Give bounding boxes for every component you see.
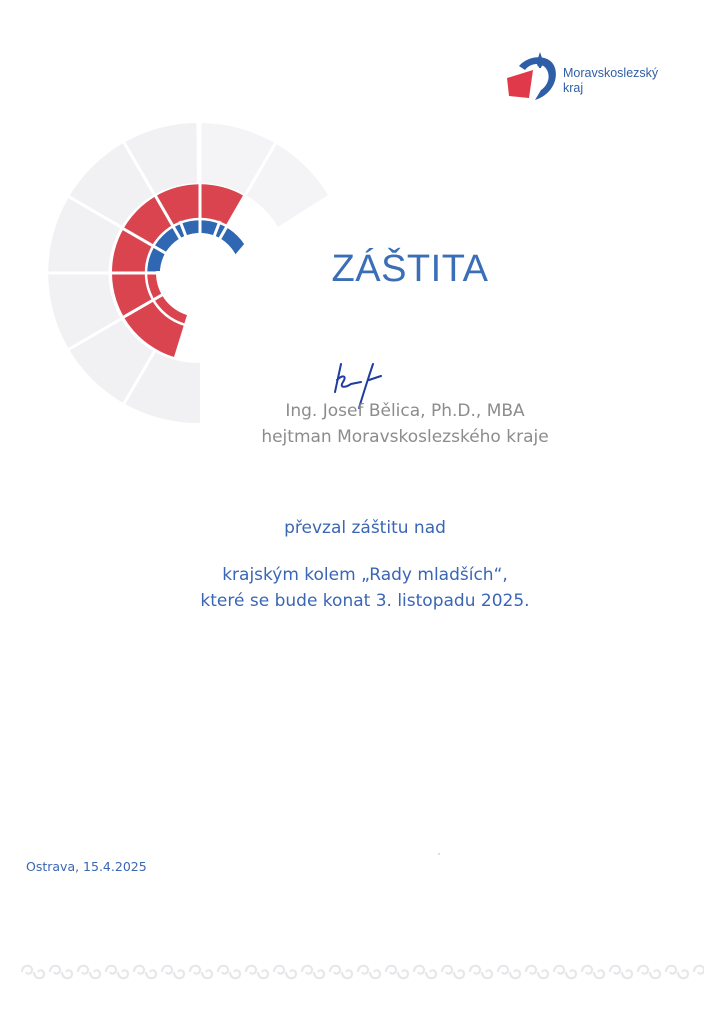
signatory-name: Ing. Josef Bělica, Ph.D., MBA (285, 401, 525, 421)
regional-circular-emblem-icon (40, 118, 340, 428)
event-description (130, 562, 600, 614)
scan-speck (438, 853, 440, 855)
event-date-line: které se bude konat 3. listopadu 2025. (200, 591, 530, 611)
region-name-line2: kraj (563, 81, 584, 95)
region-logo-text (563, 66, 658, 96)
region-logo (505, 52, 685, 104)
signatory-role: hejtman Moravskoslezského kraje (261, 427, 549, 447)
document-title: ZÁŠTITA (331, 248, 489, 290)
patronage-statement: převzal záštitu nad (284, 518, 446, 538)
place-and-date: Ostrava, 15.4.2025 (26, 859, 147, 874)
region-name-line1: Moravskoslezský (563, 66, 659, 80)
signatory-block (190, 398, 620, 450)
event-name-line: krajským kolem „Rady mladších“, (222, 565, 508, 585)
moravian-silesian-region-logo-icon (505, 52, 561, 104)
decorative-ornament-border-icon (20, 960, 704, 984)
